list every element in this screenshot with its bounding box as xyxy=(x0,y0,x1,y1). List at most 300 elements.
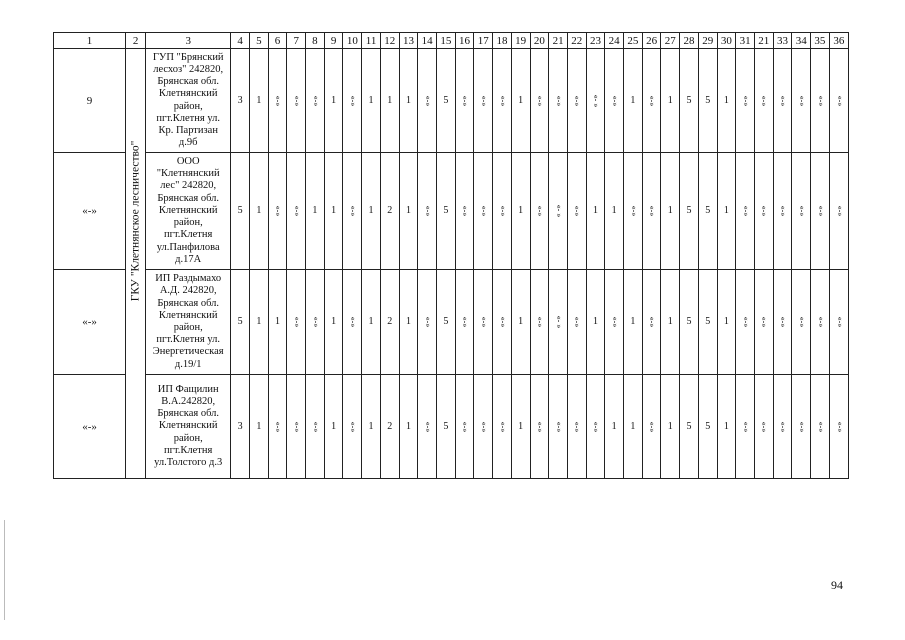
value-cell xyxy=(268,270,287,375)
header-cell: 8 xyxy=(306,33,325,49)
dash-mark: «-» xyxy=(554,95,564,106)
value-cell xyxy=(306,153,325,270)
organization-line: Энергетическая xyxy=(152,346,224,358)
value-text: 1 xyxy=(405,316,411,327)
dash-mark: «-» xyxy=(479,421,489,432)
dash-mark: «-» xyxy=(460,421,470,432)
value-cell xyxy=(549,49,568,153)
dash-mark: «-» xyxy=(497,95,507,106)
value-text: 1 xyxy=(723,420,729,432)
value-text: 1 xyxy=(518,316,524,327)
value-cell xyxy=(474,270,493,375)
dash-mark: «-» xyxy=(815,316,825,328)
value-cell xyxy=(324,153,343,270)
dash-mark: «-» xyxy=(497,421,507,432)
header-cell: 23 xyxy=(586,33,605,49)
header-cell: 36 xyxy=(829,33,848,49)
dash-mark: «-» xyxy=(479,95,489,106)
value-cell xyxy=(343,49,362,153)
dash-mark: «-» xyxy=(535,421,545,432)
value-cell xyxy=(624,375,643,479)
value-cell xyxy=(511,153,530,270)
organization-line: д.9б xyxy=(178,137,198,149)
value-cell xyxy=(549,270,568,375)
value-cell xyxy=(399,49,418,153)
value-text: 1 xyxy=(723,316,729,327)
dash-mark: «-» xyxy=(834,95,844,106)
header-cell: 11 xyxy=(362,33,381,49)
dash-mark: «-» xyxy=(741,205,751,217)
organization-line: Брянская обл. xyxy=(157,192,220,204)
value-cell xyxy=(698,153,717,270)
value-text: 1 xyxy=(368,205,374,216)
value-text: 1 xyxy=(368,94,374,106)
header-cell: 2 xyxy=(126,33,146,49)
header-cell: 33 xyxy=(773,33,792,49)
value-text: 1 xyxy=(518,94,524,106)
value-cell xyxy=(324,270,343,375)
value-cell xyxy=(511,270,530,375)
dash-mark: «-» xyxy=(572,421,582,432)
organization-line: Клетнянский xyxy=(158,420,218,432)
value-cell xyxy=(455,49,474,153)
value-cell xyxy=(306,49,325,153)
value-cell xyxy=(380,375,399,479)
value-text: 1 xyxy=(611,420,617,432)
value-cell xyxy=(680,375,699,479)
table-row xyxy=(54,375,849,479)
dash-mark: «-» xyxy=(572,205,582,217)
scan-margin-line xyxy=(4,520,5,620)
organization-line: пгт.Клетня xyxy=(164,444,213,456)
dash-mark: «-» xyxy=(834,316,844,328)
value-text: 5 xyxy=(443,420,449,432)
value-cell xyxy=(829,270,848,375)
dash-mark: «-» xyxy=(572,95,582,106)
organization-line: Брянская обл. xyxy=(157,408,220,420)
value-cell xyxy=(380,49,399,153)
dash-mark: «-» xyxy=(591,421,601,432)
organization-line: Клетнянский xyxy=(158,88,218,100)
value-cell xyxy=(680,270,699,375)
header-cell: 34 xyxy=(792,33,811,49)
dash-mark: «-» xyxy=(647,95,657,106)
header-cell: 6 xyxy=(268,33,287,49)
organization-line: лесхоз" 242820, xyxy=(153,63,224,75)
value-text: 5 xyxy=(705,420,711,432)
dash-mark: «-» xyxy=(423,95,433,106)
dash-mark: «-» xyxy=(797,205,807,217)
organization-line: Брянская обл. xyxy=(157,297,220,309)
organization-line: район, xyxy=(173,432,203,444)
value-cell xyxy=(511,49,530,153)
organization-line: ул.Толстого д.3 xyxy=(154,457,223,468)
value-cell xyxy=(792,153,811,270)
value-cell xyxy=(399,153,418,270)
dash-mark: «-» xyxy=(610,95,620,106)
value-cell xyxy=(605,270,624,375)
value-text: 1 xyxy=(667,316,673,327)
value-cell xyxy=(754,375,773,479)
header-cell: 22 xyxy=(567,33,586,49)
value-cell xyxy=(530,375,549,479)
value-cell xyxy=(773,375,792,479)
dash-mark: «-» xyxy=(348,95,358,106)
value-cell xyxy=(624,270,643,375)
value-cell xyxy=(717,375,736,479)
value-cell xyxy=(586,153,605,270)
value-cell xyxy=(418,375,437,479)
value-cell xyxy=(811,153,830,270)
value-cell xyxy=(231,153,250,270)
value-cell xyxy=(661,153,680,270)
value-cell xyxy=(717,270,736,375)
value-cell xyxy=(530,270,549,375)
value-text: 5 xyxy=(705,316,711,327)
value-cell xyxy=(717,153,736,270)
dash-mark: «-» xyxy=(348,316,358,328)
value-cell xyxy=(493,375,512,479)
dash-mark: «- » xyxy=(554,315,564,329)
value-cell xyxy=(306,375,325,479)
organization-line: район, xyxy=(173,217,203,229)
value-text: 1 xyxy=(256,316,262,327)
dash-mark: «-» xyxy=(741,421,751,432)
value-cell xyxy=(287,49,306,153)
value-cell xyxy=(362,270,381,375)
dash-mark: «-» xyxy=(815,421,825,432)
organization-line: Клетнянский xyxy=(158,309,218,321)
organization-line: ИП Раздымахо xyxy=(155,273,222,285)
value-cell xyxy=(343,375,362,479)
dash-mark: «-» xyxy=(834,205,844,217)
value-cell xyxy=(287,153,306,270)
value-cell xyxy=(811,375,830,479)
dash-mark: «-» xyxy=(610,316,620,328)
value-text: 2 xyxy=(387,316,393,327)
dash-mark: «-» xyxy=(554,421,564,432)
header-cell: 19 xyxy=(511,33,530,49)
value-text: 1 xyxy=(630,316,636,327)
header-cell: 5 xyxy=(249,33,268,49)
dash-mark: «-» xyxy=(348,205,358,217)
header-cell: 12 xyxy=(380,33,399,49)
value-text: 1 xyxy=(667,205,673,216)
value-text: 5 xyxy=(705,94,711,106)
dash-mark: «-» xyxy=(797,421,807,432)
value-text: 5 xyxy=(443,94,449,106)
dash-mark: «-» xyxy=(628,205,638,217)
value-text: 5 xyxy=(237,205,243,216)
value-text: 1 xyxy=(387,94,393,106)
value-cell xyxy=(437,49,456,153)
value-cell xyxy=(549,375,568,479)
value-text: 5 xyxy=(686,94,692,106)
value-text: 1 xyxy=(405,205,411,216)
header-cell: 1 xyxy=(54,33,126,49)
value-cell xyxy=(324,375,343,479)
value-cell xyxy=(811,270,830,375)
header-cell: 13 xyxy=(399,33,418,49)
value-cell xyxy=(249,375,268,479)
value-text: 1 xyxy=(331,94,337,106)
value-cell xyxy=(380,153,399,270)
value-cell xyxy=(773,153,792,270)
dash-mark: «-» xyxy=(741,95,751,106)
dash-mark: «-» xyxy=(741,316,751,328)
column2-vertical-text: ГКУ "Клетнянское лесничество" xyxy=(129,140,142,301)
value-text: 1 xyxy=(256,94,262,106)
value-text: 5 xyxy=(705,205,711,216)
value-cell xyxy=(829,49,848,153)
header-cell: 17 xyxy=(474,33,493,49)
dash-mark: «-» xyxy=(778,205,788,217)
value-cell xyxy=(680,49,699,153)
dash-mark: «-» xyxy=(348,421,358,432)
value-cell xyxy=(343,270,362,375)
value-cell xyxy=(661,270,680,375)
value-cell xyxy=(792,270,811,375)
header-cell: 16 xyxy=(455,33,474,49)
value-text: 1 xyxy=(331,420,337,432)
organization-line: д.19/1 xyxy=(174,358,202,370)
value-cell xyxy=(773,49,792,153)
value-cell xyxy=(437,375,456,479)
value-cell xyxy=(530,49,549,153)
organization-line: лес" 242820, xyxy=(160,180,217,192)
organization-line: "Клетнянский xyxy=(156,168,220,180)
row-number-cell: «-» xyxy=(54,153,126,270)
organization-line: Брянская обл. xyxy=(157,76,220,88)
dash-mark: «-» xyxy=(423,205,433,217)
header-cell: 25 xyxy=(624,33,643,49)
value-cell xyxy=(605,375,624,479)
value-text: 1 xyxy=(405,94,411,106)
value-cell xyxy=(680,153,699,270)
dash-mark: «-» xyxy=(759,205,769,217)
value-cell xyxy=(268,49,287,153)
header-row xyxy=(54,33,849,49)
value-cell xyxy=(605,153,624,270)
value-cell xyxy=(362,153,381,270)
value-cell xyxy=(249,270,268,375)
dash-mark: «-» xyxy=(797,95,807,106)
dash-mark: «-» xyxy=(815,205,825,217)
page-number: 94 xyxy=(831,578,843,592)
dash-mark: «-» xyxy=(460,316,470,328)
header-cell: 29 xyxy=(698,33,717,49)
value-cell xyxy=(231,49,250,153)
value-text: 5 xyxy=(686,205,692,216)
organization-cell xyxy=(146,270,231,375)
organization-line: д.17А xyxy=(175,253,202,265)
value-cell xyxy=(736,270,755,375)
value-cell xyxy=(736,49,755,153)
dash-mark: «-» xyxy=(778,95,788,106)
table-row xyxy=(54,49,849,153)
dash-mark: «-» xyxy=(292,316,302,328)
dash-mark: «-» xyxy=(273,95,283,106)
value-cell xyxy=(829,153,848,270)
value-text: 1 xyxy=(667,420,673,432)
dash-mark: «- » xyxy=(591,94,601,107)
value-text: 1 xyxy=(405,420,411,432)
header-cell: 26 xyxy=(642,33,661,49)
value-cell xyxy=(642,270,661,375)
value-cell xyxy=(698,49,717,153)
dash-mark: «-» xyxy=(815,95,825,106)
organization-line: А.Д. 242820, xyxy=(159,285,217,297)
value-cell xyxy=(754,49,773,153)
value-cell xyxy=(418,270,437,375)
value-cell xyxy=(605,49,624,153)
dash-mark: «-» xyxy=(310,421,320,432)
organization-cell xyxy=(146,153,231,270)
dash-mark: «-» xyxy=(273,205,283,217)
value-cell xyxy=(474,49,493,153)
dash-mark: «-» xyxy=(423,316,433,328)
value-text: 1 xyxy=(368,420,374,432)
dash-mark: «-» xyxy=(423,421,433,432)
value-cell xyxy=(661,49,680,153)
value-cell xyxy=(567,49,586,153)
value-cell xyxy=(736,153,755,270)
value-cell xyxy=(399,375,418,479)
value-text: 1 xyxy=(331,205,337,216)
header-cell: 30 xyxy=(717,33,736,49)
value-cell xyxy=(792,49,811,153)
value-cell xyxy=(455,153,474,270)
organization-line: пгт.Клетня ул. xyxy=(156,334,220,346)
value-cell xyxy=(698,270,717,375)
value-cell xyxy=(624,153,643,270)
organization-cell xyxy=(146,49,231,153)
organization-line: район, xyxy=(173,322,203,333)
value-cell xyxy=(437,270,456,375)
header-cell: 24 xyxy=(605,33,624,49)
value-text: 1 xyxy=(611,205,617,216)
value-cell xyxy=(754,270,773,375)
value-cell xyxy=(567,270,586,375)
dash-mark: «-» xyxy=(460,205,470,217)
value-cell xyxy=(661,375,680,479)
value-cell xyxy=(642,375,661,479)
dash-mark: «-» xyxy=(778,421,788,432)
value-cell xyxy=(567,375,586,479)
value-cell xyxy=(362,375,381,479)
value-cell xyxy=(418,49,437,153)
dash-mark: «-» xyxy=(572,316,582,328)
value-cell xyxy=(249,153,268,270)
value-cell xyxy=(231,270,250,375)
value-text: 1 xyxy=(723,94,729,106)
dash-mark: «-» xyxy=(273,421,283,432)
dash-mark: «-» xyxy=(310,95,320,106)
value-cell xyxy=(698,375,717,479)
row-number-cell: 9 xyxy=(54,49,126,153)
organization-cell xyxy=(146,375,231,479)
value-cell xyxy=(455,270,474,375)
value-text: 5 xyxy=(686,316,692,327)
value-cell xyxy=(455,375,474,479)
value-text: 1 xyxy=(331,316,337,327)
value-cell xyxy=(736,375,755,479)
value-cell xyxy=(642,153,661,270)
value-cell xyxy=(437,153,456,270)
organization-line: район, xyxy=(173,100,203,112)
value-cell xyxy=(792,375,811,479)
dash-mark: «-» xyxy=(292,95,302,106)
value-cell xyxy=(586,375,605,479)
dash-mark: «-» xyxy=(647,316,657,328)
value-text: 1 xyxy=(723,205,729,216)
header-cell: 3 xyxy=(146,33,231,49)
value-cell xyxy=(287,375,306,479)
value-text: 5 xyxy=(237,316,243,327)
row-number-cell: «-» xyxy=(54,270,126,375)
value-cell xyxy=(249,49,268,153)
dash-mark: «-» xyxy=(292,205,302,217)
value-text: 5 xyxy=(443,316,449,327)
value-text: 1 xyxy=(312,205,318,216)
value-cell xyxy=(811,49,830,153)
value-cell xyxy=(511,375,530,479)
header-cell: 14 xyxy=(418,33,437,49)
dash-mark: «-» xyxy=(535,316,545,328)
value-cell xyxy=(493,270,512,375)
header-cell: 21 xyxy=(754,33,773,49)
value-cell xyxy=(399,270,418,375)
header-cell: 21 xyxy=(549,33,568,49)
value-text: 1 xyxy=(630,420,636,432)
value-cell xyxy=(231,375,250,479)
value-cell xyxy=(306,270,325,375)
dash-mark: «-» xyxy=(759,421,769,432)
header-cell: 9 xyxy=(324,33,343,49)
dash-mark: «-» xyxy=(310,316,320,328)
value-text: 5 xyxy=(443,205,449,216)
value-cell xyxy=(586,49,605,153)
table-row xyxy=(54,153,849,270)
value-cell xyxy=(287,270,306,375)
value-cell xyxy=(773,270,792,375)
value-text: 1 xyxy=(256,205,262,216)
value-cell xyxy=(642,49,661,153)
organization-line: пгт.Клетня xyxy=(164,229,213,241)
table-row xyxy=(54,270,849,375)
dash-mark: «-» xyxy=(647,421,657,432)
header-cell: 10 xyxy=(343,33,362,49)
header-cell: 27 xyxy=(661,33,680,49)
value-text: 1 xyxy=(368,316,374,327)
organization-line: пгт.Клетня ул. xyxy=(156,112,220,124)
organization-line: ул.Панфилова xyxy=(156,241,220,253)
value-cell xyxy=(493,49,512,153)
dash-mark: «-» xyxy=(778,316,788,328)
value-cell xyxy=(567,153,586,270)
organization-line: ООО xyxy=(176,156,200,168)
value-cell xyxy=(754,153,773,270)
organization-line: ИП Фащилин xyxy=(157,383,219,395)
organization-line: Кр. Партизан xyxy=(158,124,218,136)
dash-mark: «-» xyxy=(497,205,507,217)
value-text: 1 xyxy=(275,316,281,327)
dash-mark: «-» xyxy=(497,316,507,328)
value-cell xyxy=(343,153,362,270)
value-cell xyxy=(380,270,399,375)
value-text: 1 xyxy=(518,205,524,216)
value-cell xyxy=(586,270,605,375)
